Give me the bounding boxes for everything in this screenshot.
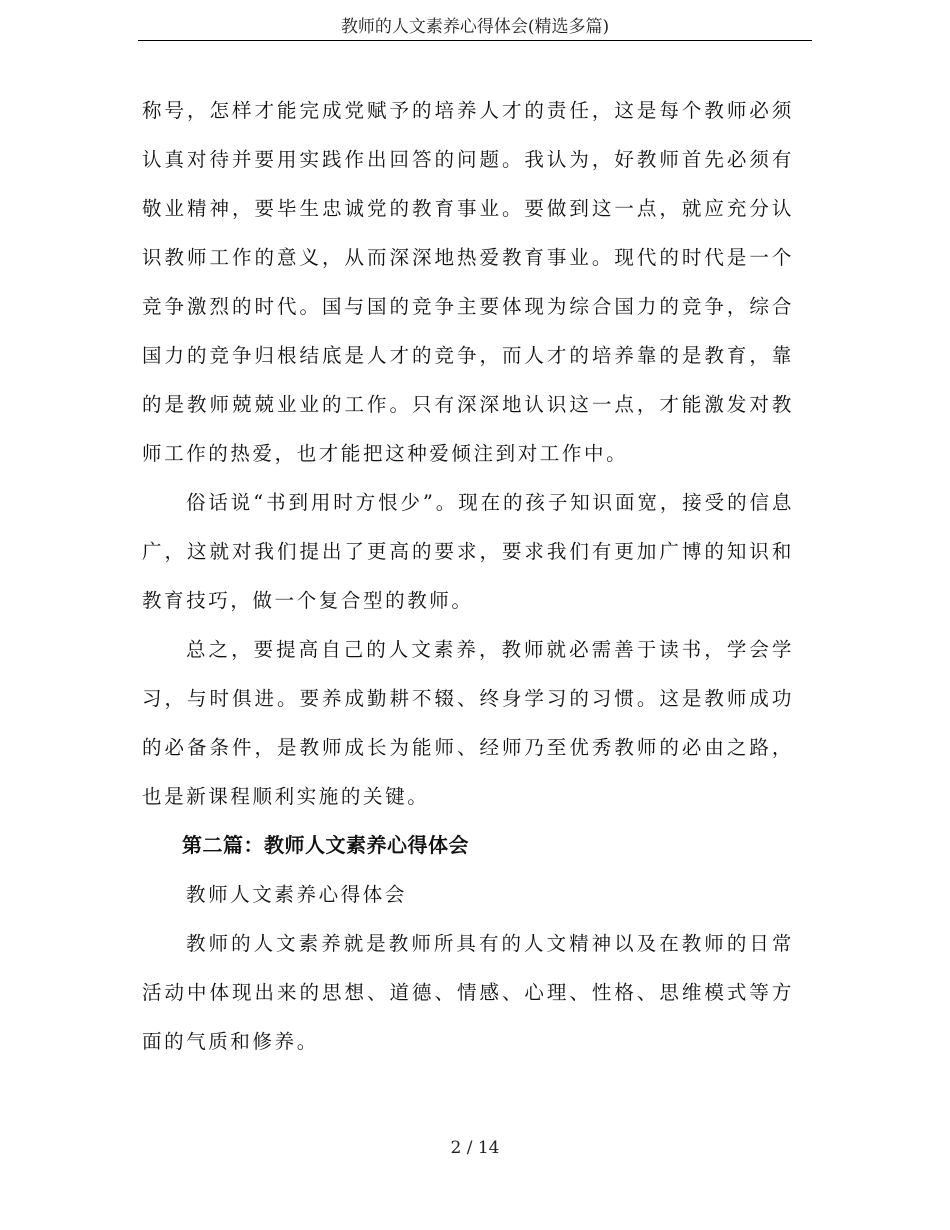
body-paragraph: 总之，要提高自己的人文素养，教师就必需善于读书，学会学习，与时俱进。要养成勤耕不辍、终身学习的习惯。这是教师成功的必备条件，是教师成长为能师、经师乃至优秀教师的必由之路，也是新课程顺利实施的关键。 (142, 638, 794, 808)
document-body (142, 86, 794, 1066)
section-heading: 第二篇：教师人文素养心得体会 (182, 833, 469, 857)
page-number: 2 / 14 (450, 1138, 500, 1158)
page-header (138, 14, 812, 41)
section-subtitle: 教师人文素养心得体会 (186, 883, 408, 906)
document-title: 教师的人文素养心得体会(精选多篇) (340, 17, 610, 37)
body-paragraph: 俗话说“书到用时方恨少”。现在的孩子知识面宽，接受的信息广，这就对我们提出了更高的要求，要求我们有更加广博的知识和教育技巧，做一个复合型的教师。 (142, 491, 794, 612)
body-paragraph: 教师的人文素养就是教师所具有的人文精神以及在教师的日常活动中体现出来的思想、道德、情感、心理、性格、思维模式等方面的气质和修养。 (142, 932, 794, 1053)
body-paragraph-continued: 称号，怎样才能完成党赋予的培养人才的责任，这是每个教师必须认真对待并要用实践作出回答的问题。我认为，好教师首先必须有敬业精神，要毕生忠诚党的教育事业。要做到这一点，就应充分认识教师工作的意义，从而深深地热爱教育事业。现代的时代是一个竞争激烈的时代。国与国的竞争主要体现为综合国力的竞争，综合国力的竞争归根结底是人才的竞争，而人才的培养靠的是教育，靠的是教师兢兢业业的工作。只有深深地认识这一点，才能激发对教师工作的热爱，也才能把这种爱倾注到对工作中。 (142, 99, 794, 465)
